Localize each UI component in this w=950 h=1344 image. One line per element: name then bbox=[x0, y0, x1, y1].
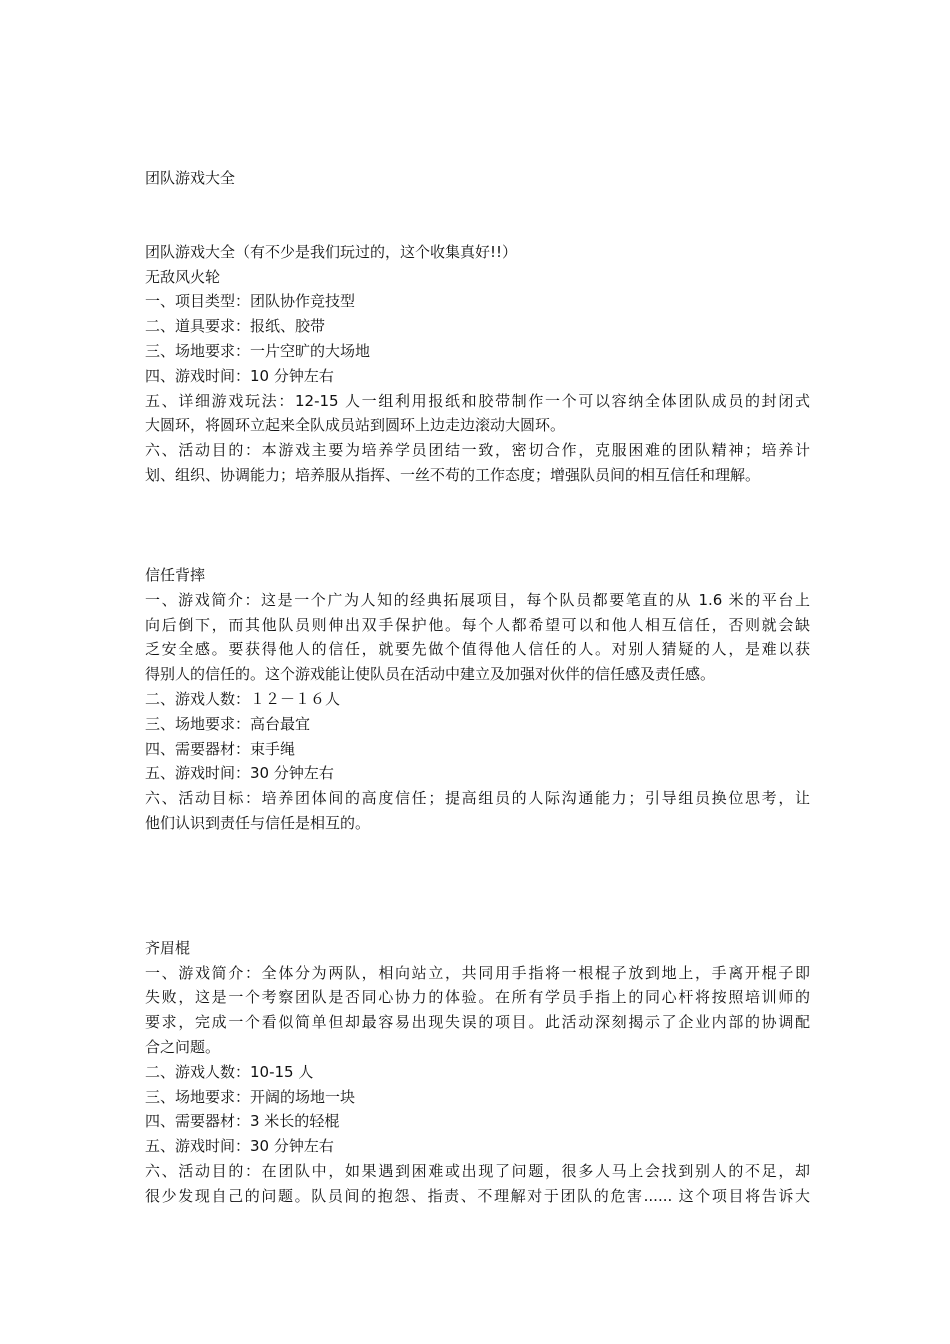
game-line: 二、道具要求：报纸、胶带 bbox=[145, 317, 326, 335]
game-line: 他们认识到责任与信任是相互的。 bbox=[145, 814, 371, 832]
game-title: 信任背摔 bbox=[145, 566, 206, 584]
game-line: 三、场地要求：高台最宜 bbox=[145, 715, 311, 733]
game-line: 合之问题。 bbox=[145, 1038, 221, 1056]
game-line: 划、组织、协调能力；培养服从指挥、一丝不苟的工作态度；增强队员间的相互信任和理解。 bbox=[145, 466, 761, 484]
document-title: 团队游戏大全 bbox=[145, 169, 236, 187]
game-line: 三、场地要求：开阔的场地一块 bbox=[145, 1088, 356, 1106]
game-line: 四、需要器材：3 米长的轻棍 bbox=[145, 1112, 340, 1130]
game-line: 六、活动目的：本游戏主要为培养学员团结一致，密切合作，克服困难的团队精神；培养计 bbox=[145, 441, 810, 459]
game-line: 一、游戏简介：这是一个广为人知的经典拓展项目，每个队员都要笔直的从 1.6 米的平台上 bbox=[145, 591, 810, 609]
game-line: 四、需要器材：束手绳 bbox=[145, 740, 296, 758]
game-line: 大圆环，将圆环立起来全队成员站到圆环上边走边滚动大圆环。 bbox=[145, 416, 566, 434]
game-line: 二、游戏人数：１２－１６人 bbox=[145, 690, 341, 708]
game-line: 三、场地要求：一片空旷的大场地 bbox=[145, 342, 371, 360]
game-line: 五、游戏时间：30 分钟左右 bbox=[145, 1137, 334, 1155]
game-line: 四、游戏时间：10 分钟左右 bbox=[145, 367, 334, 385]
game-line: 一、游戏简介：全体分为两队，相向站立，共同用手指将一根棍子放到地上，手离开棍子即 bbox=[145, 964, 810, 982]
game-line: 失败，这是一个考察团队是否同心协力的体验。在所有学员手指上的同心杆将按照培训师的 bbox=[145, 988, 810, 1006]
game-line: 五、详细游戏玩法：12-15 人一组利用报纸和胶带制作一个可以容纳全体团队成员的封闭式 bbox=[145, 392, 810, 410]
game-line: 乏安全感。要获得他人的信任，就要先做个值得他人信任的人。对别人猜疑的人，是难以获 bbox=[145, 640, 810, 658]
game-line: 要求，完成一个看似简单但却最容易出现失误的项目。此活动深刻揭示了企业内部的协调配 bbox=[145, 1013, 810, 1031]
game-line: 向后倒下，而其他队员则伸出双手保护他。每个人都希望可以和他人相互信任，否则就会缺 bbox=[145, 616, 810, 634]
game-line: 六、活动目标：培养团体间的高度信任；提高组员的人际沟通能力；引导组员换位思考，让 bbox=[145, 789, 810, 807]
game-line: 得别人的信任的。这个游戏能让使队员在活动中建立及加强对伙伴的信任感及责任感。 bbox=[145, 665, 716, 683]
intro-line: 团队游戏大全（有不少是我们玩过的，这个收集真好!!） bbox=[145, 243, 518, 261]
game-title: 无敌风火轮 bbox=[145, 268, 221, 286]
game-line: 六、活动目的：在团队中，如果遇到困难或出现了问题，很多人马上会找到别人的不足，却 bbox=[145, 1162, 810, 1180]
game-title: 齐眉棍 bbox=[145, 939, 191, 957]
game-line: 很少发现自己的问题。队员间的抱怨、指责、不理解对于团队的危害...... 这个项目将告诉大 bbox=[145, 1187, 810, 1205]
game-line: 二、游戏人数：10-15 人 bbox=[145, 1063, 314, 1081]
game-line: 五、游戏时间：30 分钟左右 bbox=[145, 764, 334, 782]
game-line: 一、项目类型：团队协作竞技型 bbox=[145, 292, 356, 310]
